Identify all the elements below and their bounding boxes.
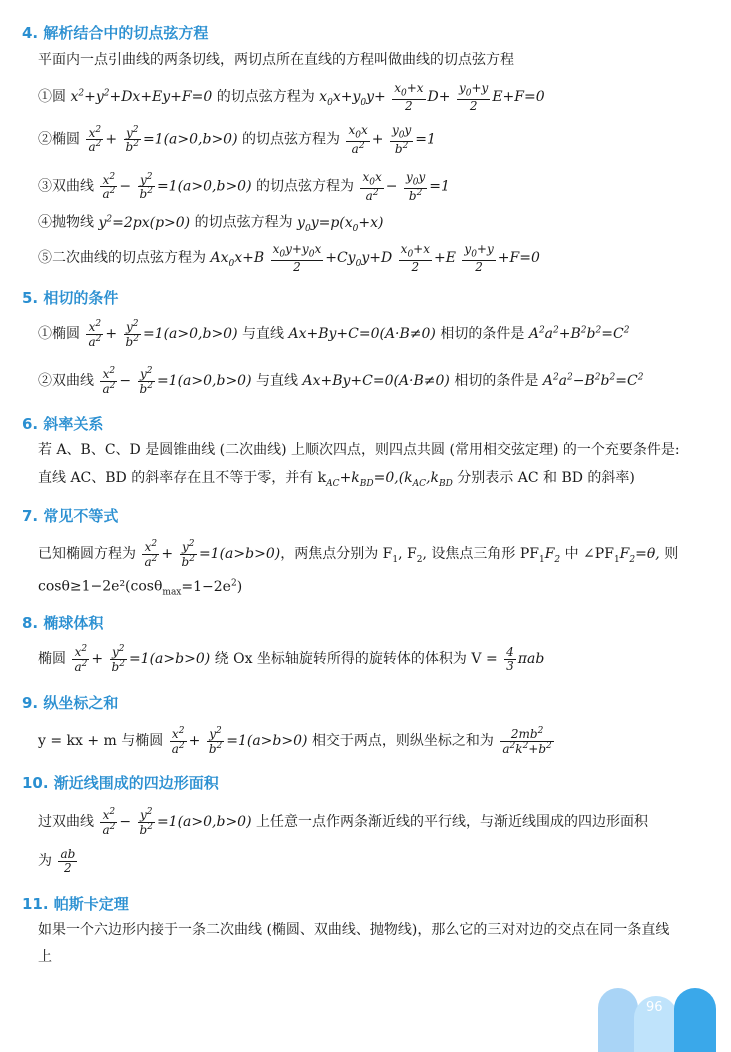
section-6-text-2: 直线 AC、BD 的斜率存在且不等于零，并有 $k_{AC}+k_{BD}=0,(k_{AC},k_{BD}$ 分别表示 AC 和 BD 的斜率) — [38, 470, 635, 489]
section-7-text-2: $\cos\theta\ge 1-2e^2(\cos\theta_{max}=1-2e^2)$ — [38, 578, 243, 598]
section-9-title: 9. 纵坐标之和 — [22, 694, 119, 712]
section-5-item-2: ②双曲线 $\frac{x^2}{a^2}$ − $\frac{y^2}{b^2}$ =1(a>0,b>0) 与直线 Ax+By+C=0(A·B≠0) 相切的条件是 $A^2a^2-B^2b^2=C^2$ — [38, 366, 644, 396]
page-number: 96 — [646, 1000, 663, 1015]
section-4-item-3: ③双曲线 $\frac{x^2}{a^2}$ − $\frac{y^2}{b^2}$ =1(a>0,b>0) 的切点弦方程为 $\frac{x_0x}{a^2}$ − $\frac{y_0y}{b^2}$ =1 — [38, 170, 450, 203]
section-8-title: 8. 椭球体积 — [22, 614, 104, 632]
page-number-badge — [598, 988, 716, 1052]
section-5-item-1: ①椭圆 $\frac{x^2}{a^2}$ + $\frac{y^2}{b^2}$ =1(a>0,b>0) 与直线 Ax+By+C=0(A·B≠0) 相切的条件是 $A^2a^2+B^2b^2=C^2$ — [38, 319, 630, 349]
section-7-title: 7. 常见不等式 — [22, 507, 119, 525]
section-4-item-2: ②椭圆 $\frac{x^2}{a^2}$ + $\frac{y^2}{b^2}$ =1(a>0,b>0) 的切点弦方程为 $\frac{x_0x}{a^2}$ + $\frac{y_0y}{b^2}$ =1 — [38, 123, 436, 156]
section-4-title: 4. 解析结合中的切点弦方程 — [22, 24, 209, 42]
section-8-text: 椭圆 $\frac{x^2}{a^2}$ + $\frac{y^2}{b^2}$ =1(a>b>0) 绕 Ox 坐标轴旋转所得的旋转体的体积为 V = $\frac{4}{3}$ πab — [38, 644, 545, 674]
section-7-text-1: 已知椭圆方程为 $\frac{x^2}{a^2}$ + $\frac{y^2}{b^2}$ =1(a>b>0)，两焦点分别为 $F_1$, $F_2$, 设焦点三角形 $PF_1F_2$ 中 $\angle PF_1F_2=\theta$, 则 — [38, 539, 679, 569]
section-11-text-2: 上 — [38, 949, 52, 965]
section-5-title: 5. 相切的条件 — [22, 289, 119, 307]
section-4-item-4: ④抛物线 $y^2=2px(p>0)$ 的切点弦方程为 $y_0y=p(x_0+x)$ — [38, 214, 384, 234]
section-10-text-2: 为 $\frac{ab}{2}$ — [38, 847, 76, 875]
section-9-text: y = kx + m 与椭圆 $\frac{x^2}{a^2}$ + $\frac{y^2}{b^2}$ =1(a>b>0) 相交于两点，则纵坐标之和为 $\frac{2mb^2}{a^2k^2+b^2}$ — [38, 726, 552, 756]
section-10-text-1: 过双曲线 $\frac{x^2}{a^2}$ − $\frac{y^2}{b^2}$ =1(a>0,b>0) 上任意一点作两条渐近线的平行线，与渐近线围成的四边形面积 — [38, 807, 649, 837]
section-10-title: 10. 渐近线围成的四边形面积 — [22, 774, 219, 792]
section-4-intro: 平面内一点引曲线的两条切线，两切点所在直线的方程叫做曲线的切点弦方程 — [38, 52, 514, 68]
section-11-text-1: 如果一个六边形内接于一条二次曲线 (椭圆、双曲线、抛物线)，那么它的三对对边的交点在同一条直线 — [38, 922, 670, 938]
section-6-text-1: 若 A、B、C、D 是圆锥曲线 (二次曲线) 上顺次四点，则四点共圆 (常用相交弦定理) 的一个充要条件是: — [38, 442, 680, 458]
section-4-item-5: ⑤二次曲线的切点弦方程为 $Ax_0x+B$ $\frac{x_0y+y_0x}{2}$ $+Cy_0y+D$ $\frac{x_0+x}{2}$ +E $\frac{y_0+y}{2}$ +F=0 — [38, 242, 540, 274]
section-4-item-1: ①圆 $x^2+y^2+Dx+Ey+F=0$ 的切点弦方程为 $x_0x+y_0y+$ $\frac{x_0+x}{2}$ D+ $\frac{y_0+y}{2}$ E+F=0 — [38, 81, 545, 113]
section-11-title: 11. 帕斯卡定理 — [22, 895, 129, 913]
section-6-title: 6. 斜率关系 — [22, 415, 104, 433]
